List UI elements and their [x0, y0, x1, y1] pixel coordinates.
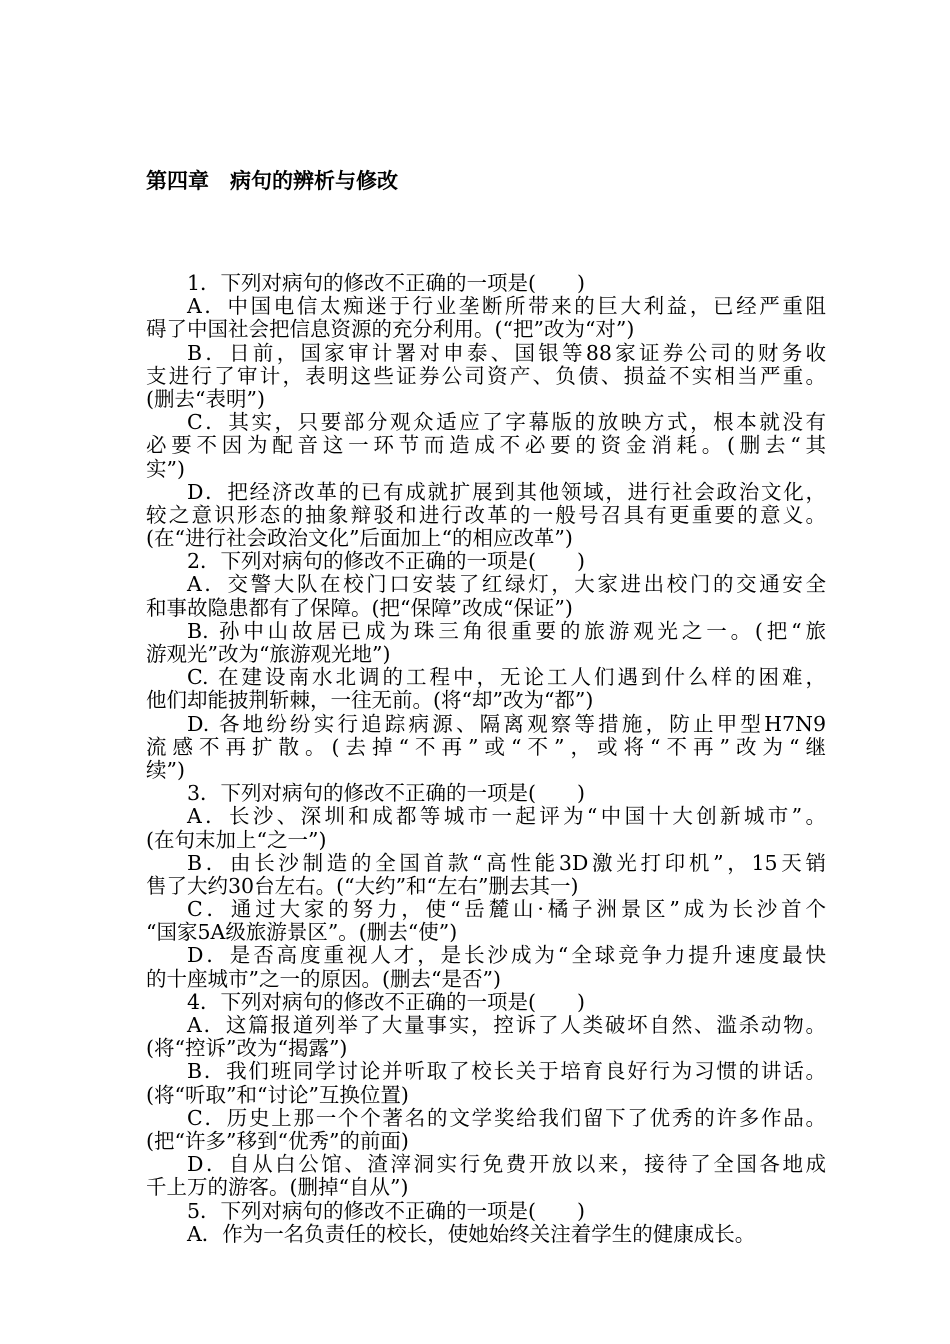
text-line: B．由长沙制造的全国首款“高性能3D激光打印机”，15天销	[187, 850, 826, 875]
text-line: D．把经济改革的已有成就扩展到其他领域，进行社会政治文化，	[187, 479, 826, 504]
text-line: 支进行了审计，表明这些证券公司资产、负债、损益不实相当严重。	[146, 363, 826, 388]
text-line: 游观光”改为“旅游观光地”)	[146, 642, 391, 666]
text-line: C．通过大家的努力，使“岳麓山·橘子洲景区”成为长沙首个	[187, 897, 826, 922]
text-line: A．这篇报道列举了大量事实，控诉了人类破坏自然、滥杀动物。	[187, 1013, 826, 1037]
text-line: C．历史上那一个个著名的文学奖给我们留下了优秀的许多作品。	[187, 1105, 826, 1130]
text-line: 较之意识形态的抽象辩驳和进行改革的一般号召具有更重要的意义。	[146, 502, 826, 527]
text-line: B．我们班同学讨论并听取了校长关于培育良好行为习惯的讲话。	[187, 1059, 826, 1084]
text-line: D．自从白公馆、渣滓洞实行免费开放以来，接待了全国各地成	[187, 1152, 826, 1177]
text-line: C. 在建设南水北调的工程中，无论工人们遇到什么样的困难，	[187, 665, 826, 690]
text-line: 5．下列对病句的修改不正确的一项是( )	[187, 1198, 586, 1223]
text-line: 1．下列对病句的修改不正确的一项是( )	[187, 271, 586, 295]
text-line: 碍了中国社会把信息资源的充分利用。(“把”改为“对”)	[146, 317, 635, 342]
text-line: (把“许多”移到“优秀”的前面)	[146, 1128, 409, 1153]
text-line: 流感不再扩散。(去掉“不再”或“不”，或将“不再”改为“继	[146, 734, 826, 759]
text-line: D. 各地纷纷实行追踪病源、隔离观察等措施，防止甲型H7N9	[187, 711, 826, 736]
text-line: C．其实，只要部分观众适应了字幕版的放映方式，根本就没有	[187, 410, 826, 435]
chapter-title: 第四章 病句的辨析与修改	[146, 169, 398, 193]
text-line: B．日前，国家审计署对申泰、国银等88家证券公司的财务收	[187, 340, 826, 365]
text-line: D．是否高度重视人才，是长沙成为“全球竞争力提升速度最快	[187, 943, 826, 968]
text-line: A．交警大队在校门口安装了红绿灯，大家进出校门的交通安全	[187, 572, 826, 597]
text-line: 3．下列对病句的修改不正确的一项是( )	[187, 781, 586, 806]
text-line: 和事故隐患都有了保障。(把“保障”改成“保证”)	[146, 595, 573, 620]
text-line: 实”)	[146, 456, 185, 481]
text-line: 他们却能披荆斩棘，一往无前。(将“却”改为“都”)	[146, 688, 594, 713]
text-line: B. 孙中山故居已成为珠三角很重要的旅游观光之一。(把“旅	[187, 618, 826, 643]
text-line: (在句末加上“之一”)	[146, 827, 327, 852]
text-line: 的十座城市”之一的原因。(删去“是否”)	[146, 966, 501, 991]
text-line: (将“控诉”改为“揭露”)	[146, 1036, 348, 1061]
text-line: 4．下列对病句的修改不正确的一项是( )	[187, 989, 586, 1014]
text-line: 2．下列对病句的修改不正确的一项是( )	[187, 549, 586, 574]
text-line: 售了大约30台左右。(“大约”和“左右”删去其一)	[146, 873, 579, 898]
text-line: (将“听取”和“讨论”互换位置)	[146, 1082, 409, 1107]
text-line: A．长沙、深圳和成都等城市一起评为“中国十大创新城市”。	[187, 804, 826, 829]
question-body	[146, 272, 826, 1246]
text-line: “国家5A级旅游景区”。(删去“使”)	[146, 920, 458, 945]
text-line: (在“进行社会政治文化”后面加上“的相应改革”)	[146, 526, 573, 551]
text-line: (删去“表明”)	[146, 386, 265, 411]
text-line: 续”)	[146, 757, 185, 782]
text-line: A．作为一名负责任的校长，使她始终关注着学生的健康成长。	[187, 1221, 756, 1246]
text-line: 必要不因为配音这一环节而造成不必要的资金消耗。(删去“其	[146, 433, 826, 458]
text-line: A．中国电信太痴迷于行业垄断所带来的巨大利益，已经严重阻	[187, 294, 826, 319]
text-line: 千上万的游客。(删掉“自从”)	[146, 1175, 409, 1200]
